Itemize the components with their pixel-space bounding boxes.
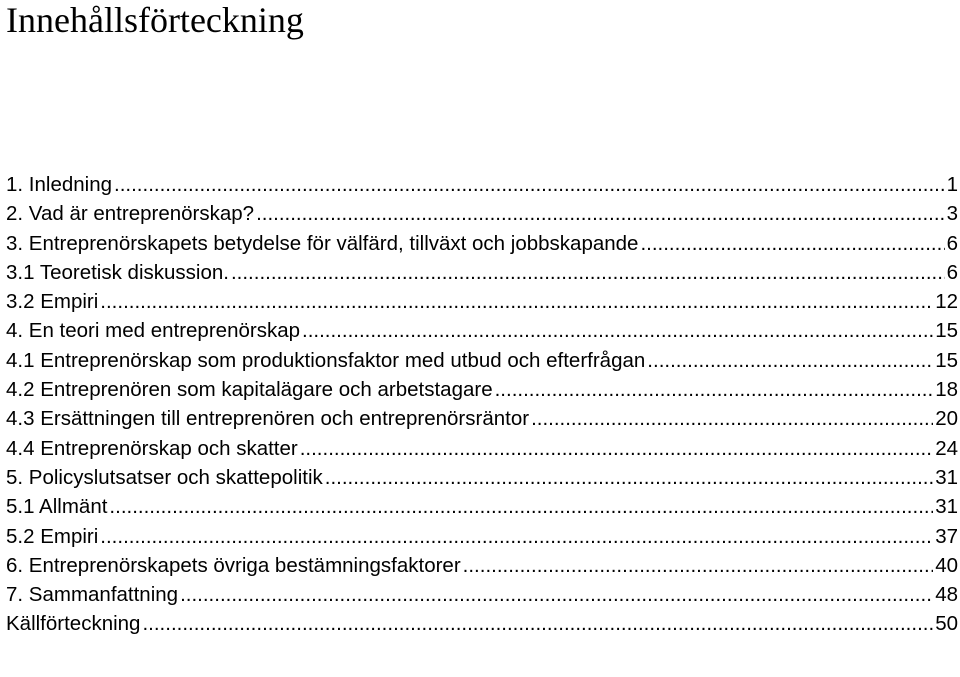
dot-leader xyxy=(231,258,945,287)
toc-entry-label: 2. Vad är entreprenörskap? xyxy=(6,202,255,226)
toc-entry[interactable] xyxy=(6,287,958,316)
toc-entry-label: 4.3 Ersättningen till entreprenören och entreprenörsräntor xyxy=(6,407,530,431)
toc-entry-label: 4. En teori med entreprenörskap xyxy=(6,319,300,343)
toc-entry-label: 1. Inledning xyxy=(6,173,113,196)
toc-entry-page-number: 18 xyxy=(935,378,958,402)
toc-entry-page-number: 31 xyxy=(935,465,958,489)
dot-leader xyxy=(495,375,934,404)
toc-entry-page-number: 37 xyxy=(935,524,958,548)
toc-entry[interactable] xyxy=(6,404,958,433)
toc-entry[interactable] xyxy=(6,316,958,345)
toc-entry-label: 6. Entreprenörskapets övriga bestämningsfaktorer xyxy=(6,553,461,577)
toc-entry[interactable] xyxy=(6,375,958,404)
dot-leader xyxy=(100,522,933,551)
toc-entry-page-number: 15 xyxy=(935,319,958,343)
dot-leader xyxy=(325,463,933,492)
toc-entry[interactable] xyxy=(6,434,958,463)
dot-leader xyxy=(531,404,933,433)
toc-entry[interactable] xyxy=(6,199,958,228)
toc-entry-label: 5. Policyslutsatser och skattepolitik xyxy=(6,465,323,489)
toc-entry-page-number: 6 xyxy=(946,231,958,255)
dot-leader xyxy=(640,229,944,258)
toc-entry-page-number: 50 xyxy=(935,612,958,636)
toc-entry-label: 4.4 Entreprenörskap och skatter xyxy=(6,436,298,460)
dot-leader xyxy=(100,287,933,316)
dot-leader xyxy=(180,580,933,609)
toc-entry[interactable] xyxy=(6,463,958,492)
dot-leader xyxy=(114,170,945,199)
dot-leader xyxy=(300,434,933,463)
toc-entry[interactable] xyxy=(6,551,958,580)
dot-leader xyxy=(109,492,933,521)
toc-entry-label: 7. Sammanfattning xyxy=(6,583,179,607)
toc-entry[interactable] xyxy=(6,229,958,258)
toc-entry[interactable] xyxy=(6,609,958,638)
toc-entry[interactable] xyxy=(6,522,958,551)
toc-entry-label: 3.2 Empiri xyxy=(6,290,99,314)
toc-entry[interactable] xyxy=(6,580,958,609)
dot-leader xyxy=(142,609,933,638)
toc-entry-page-number: 48 xyxy=(935,583,958,607)
toc-entry-page-number: 40 xyxy=(935,553,958,577)
toc-entry-label: 5.2 Empiri xyxy=(6,524,99,548)
toc-entry-label: 4.1 Entreprenörskap som produktionsfaktor med utbud och efterfrågan xyxy=(6,348,646,372)
toc-entry[interactable] xyxy=(6,170,958,199)
toc-entry-page-number: 6 xyxy=(946,260,958,284)
toc-entry-page-number: 24 xyxy=(935,436,958,460)
toc-entry-label: 4.2 Entreprenören som kapitalägare och arbetstagare xyxy=(6,378,493,402)
dot-leader xyxy=(463,551,934,580)
page-title: Innehållsförteckning xyxy=(6,0,304,40)
dot-leader xyxy=(302,316,933,345)
toc-entry-page-number: 1 xyxy=(946,173,958,196)
toc-entry-label: Källförteckning xyxy=(6,612,141,636)
toc-entry-label: 5.1 Allmänt xyxy=(6,495,108,519)
toc-entry-page-number: 20 xyxy=(935,407,958,431)
toc-entry-page-number: 15 xyxy=(935,348,958,372)
dot-leader xyxy=(256,199,945,228)
toc-entry-page-number: 12 xyxy=(935,290,958,314)
toc-entry-label: 3. Entreprenörskapets betydelse för välfärd, tillväxt och jobbskapande xyxy=(6,231,639,255)
dot-leader xyxy=(647,346,933,375)
toc-entry[interactable] xyxy=(6,492,958,521)
table-of-contents xyxy=(6,170,958,639)
toc-entry-page-number: 31 xyxy=(935,495,958,519)
toc-entry[interactable] xyxy=(6,346,958,375)
toc-entry-page-number: 3 xyxy=(946,202,958,226)
toc-entry[interactable] xyxy=(6,258,958,287)
toc-entry-label: 3.1 Teoretisk diskussion. xyxy=(6,260,229,284)
